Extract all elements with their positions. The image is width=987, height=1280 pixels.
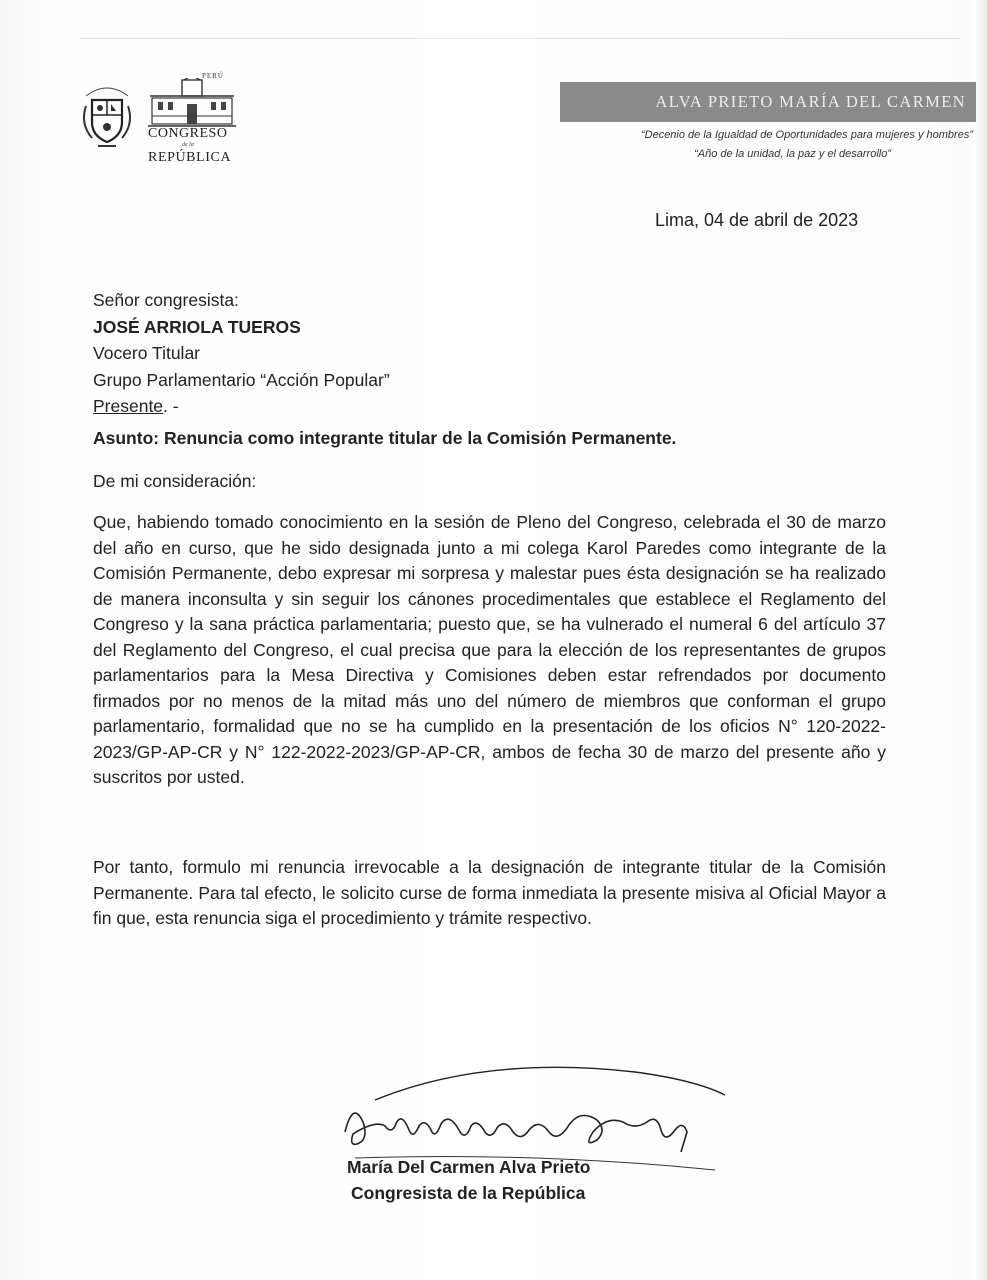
congreso-logo xyxy=(144,72,244,168)
signatory-role: Congresista de la República xyxy=(351,1183,586,1203)
presente-label: Presente xyxy=(93,396,164,416)
subject-line: Asunto: Renuncia como integrante titular de la Comisión Permanente. xyxy=(93,428,677,448)
letter-date: Lima, 04 de abril de 2023 xyxy=(655,210,859,230)
body-paragraph-2: Por tanto, formulo mi renuncia irrevocable a la designación de integrante titular de la Comisión Permanente. Para tal efecto, le solicito curse de forma inmediata la presente misiva al Oficial Mayor a fin que, esta renuncia siga el procedimiento y trámite respectivo. xyxy=(93,857,886,928)
logo-de-la-label: de la xyxy=(182,142,194,148)
recipient-block xyxy=(93,288,390,421)
greeting: De mi consideración: xyxy=(93,471,257,491)
presente-suffix: . - xyxy=(163,396,179,416)
body-paragraph-1: Que, habiendo tomado conocimiento en la sesión de Pleno del Congreso, celebrada el 30 de marzo del año en curso, que he sido designada junto a mi colega Karol Paredes como integrante de la Comisión Permanente, debo expresar mi sorpresa y malestar pues ésta designación se ha realizado de manera inconsulta y sin seguir los cánones procedimentales que establece el Reglamento del Congreso y la sana práctica parlamentaria; puesto que, se ha vulnerado el numeral 6 del artículo 37 del Reglamento del Congreso, el cual precisa que para la elección de los representantes de grupos parlamentarios para la Mesa Directiva y Comisiones deben estar refrendados por documento firmados por no menos de la mitad más uno del número de miembros que conforman el grupo parlamentario, formalidad que no se ha cumplido en la presentación de los oficios N° 120-2022-2023/GP-AP-CR y N° 122-2022-2023/GP-AP-CR, ambos de fecha 30 de marzo del presente año y suscritos por usted. xyxy=(93,512,886,787)
recipient-name: JOSÉ ARRIOLA TUEROS xyxy=(93,316,301,337)
decenio-motto: “Decenio de la Igualdad de Oportunidades para mujeres y hombres” xyxy=(640,129,973,141)
recipient-position: Vocero Titular xyxy=(93,343,200,363)
logo-peru-label: PERÚ xyxy=(202,72,224,80)
signatory-name: María Del Carmen Alva Prieto xyxy=(347,1157,591,1177)
congresswoman-name-banner: ALVA PRIETO MARÍA DEL CARMEN xyxy=(560,82,976,122)
congress-building-icon xyxy=(144,78,240,130)
top-divider xyxy=(80,38,960,39)
logo-republica-label: REPÚBLICA xyxy=(148,150,232,165)
presente-line xyxy=(93,394,390,421)
coat-of-arms-icon xyxy=(78,80,136,152)
year-motto: “Año de la unidad, la paz y el desarrollo” xyxy=(694,148,891,160)
logo-congreso-label: CONGRESO xyxy=(148,126,228,141)
salutation-title: Señor congresista: xyxy=(93,290,239,310)
recipient-group: Grupo Parlamentario “Acción Popular” xyxy=(93,369,390,390)
page-edge-shadow xyxy=(973,0,987,1280)
